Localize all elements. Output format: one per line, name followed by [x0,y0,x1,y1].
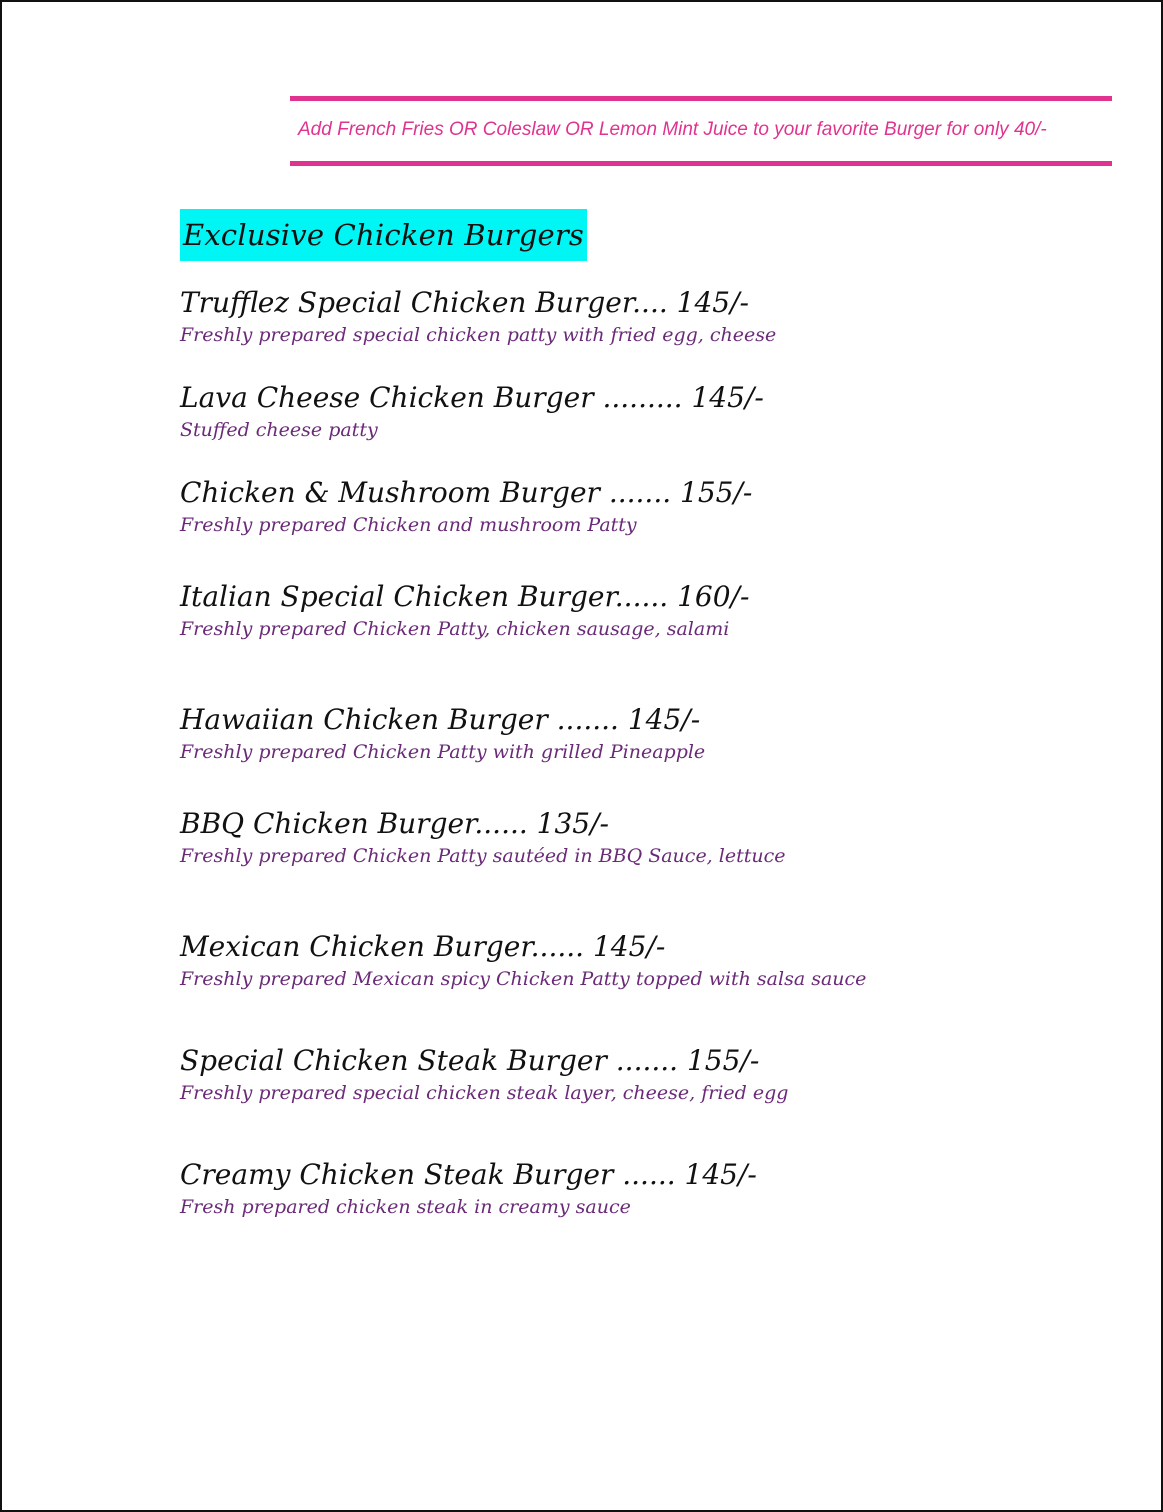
menu-item [180,703,705,764]
menu-item-description: Freshly prepared Chicken Patty sautéed in BBQ Sauce, lettuce [180,845,786,867]
menu-item [180,476,752,537]
menu-item-name: Italian Special Chicken Burger...... 160/- [180,580,750,613]
menu-item-name: Creamy Chicken Steak Burger ...... 145/- [180,1158,757,1191]
promo-banner [290,96,1112,167]
menu-item-name: BBQ Chicken Burger...... 135/- [180,807,610,840]
menu-item [180,1158,757,1219]
menu-item-name: Chicken & Mushroom Burger ....... 155/- [180,476,753,509]
promo-top-rule [290,96,1112,101]
menu-item-description: Freshly prepared Chicken Patty with grilled Pineapple [180,741,706,763]
menu-item-description: Freshly prepared special chicken steak layer, cheese, fried egg [180,1082,789,1104]
menu-item-name: Lava Cheese Chicken Burger ......... 145/- [180,381,764,414]
menu-item-name: Mexican Chicken Burger...... 145/- [180,930,666,963]
menu-item-name: Special Chicken Steak Burger ....... 155/- [180,1044,760,1077]
menu-item-name: Hawaiian Chicken Burger ....... 145/- [180,703,701,736]
menu-item-description: Fresh prepared chicken steak in creamy sauce [180,1196,631,1218]
menu-item [180,381,764,442]
menu-item-description: Freshly prepared Chicken Patty, chicken sausage, salami [180,618,730,640]
menu-item-description: Freshly prepared Mexican spicy Chicken Patty topped with salsa sauce [180,968,867,990]
menu-item [180,580,749,641]
menu-item-name: Trufflez Special Chicken Burger.... 145/- [180,286,749,319]
promo-text: Add French Fries OR Coleslaw OR Lemon Mint Juice to your favorite Burger for only 40/- [298,119,1047,140]
menu-item-description: Stuffed cheese patty [180,419,378,441]
menu-item [180,930,866,991]
menu-item-description: Freshly prepared special chicken patty with fried egg, cheese [180,324,777,346]
menu-item-description: Freshly prepared Chicken and mushroom Patty [180,514,637,536]
menu-item [180,286,776,347]
section-title: Exclusive Chicken Burgers [180,209,587,261]
menu-item [180,1044,788,1105]
promo-bottom-rule [290,161,1112,166]
menu-item [180,807,785,868]
